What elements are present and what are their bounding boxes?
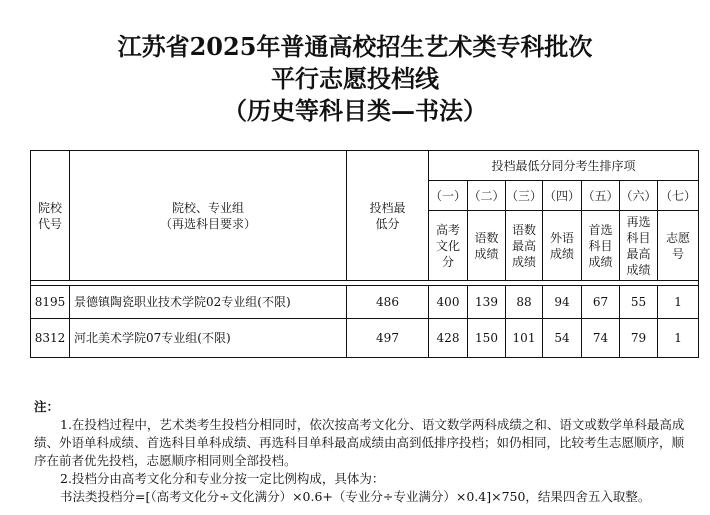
order-value: 428 — [429, 319, 468, 358]
order-value: 88 — [506, 286, 543, 319]
notes-heading: 注： — [34, 399, 60, 414]
order-label: （六） — [620, 181, 658, 211]
order-value: 1 — [658, 286, 699, 319]
order-value: 79 — [620, 319, 658, 358]
order-label: （四） — [543, 181, 582, 211]
order-value: 67 — [582, 286, 620, 319]
order-value: 1 — [658, 319, 699, 358]
page-title: 江苏省2025年普通高校招生艺术类专科批次 — [117, 32, 593, 61]
min-score: 497 — [347, 319, 429, 358]
table-row — [31, 319, 699, 358]
order-item: 语数最高成绩 — [506, 211, 543, 281]
order-label: （五） — [582, 181, 620, 211]
notes — [34, 398, 694, 506]
order-value: 139 — [468, 286, 506, 319]
school-code: 8195 — [31, 286, 70, 319]
order-item: 高考文化分 — [429, 211, 468, 281]
order-item: 首选科目成绩 — [582, 211, 620, 281]
school-code: 8312 — [31, 319, 70, 358]
order-value: 55 — [620, 286, 658, 319]
school-group: 景德镇陶瓷职业技术学院02专业组(不限) — [70, 286, 347, 319]
page-category: （历史等科目类—书法） — [223, 96, 487, 125]
admission-table — [30, 150, 699, 358]
header-code: 院校代号 — [31, 151, 70, 281]
order-label: （二） — [468, 181, 506, 211]
order-value: 94 — [543, 286, 582, 319]
note-1: 1.在投档过程中，艺术类考生投档分相同时，依次按高考文化分、语文数学两科成绩之和、语文或数学单科最高成绩、外语单科成绩、首选科目单科成绩、再选科目单科最高成绩由高到低排序投档；如仍相同，比较考生志愿顺序，顺序在前者优先投档，志愿顺序相同则全部投档。 — [34, 417, 685, 468]
order-label: （七） — [658, 181, 699, 211]
order-label: （三） — [506, 181, 543, 211]
note-3: 书法类投档分=[（高考文化分÷文化满分）×0.6+（专业分÷专业满分）×0.4]×750，结果四舍五入取整。 — [60, 489, 651, 504]
note-2: 2.投档分由高考文化分和专业分按一定比例构成，具体为： — [60, 471, 385, 486]
order-value: 74 — [582, 319, 620, 358]
order-item: 语数成绩 — [468, 211, 506, 281]
order-item: 外语成绩 — [543, 211, 582, 281]
order-value: 150 — [468, 319, 506, 358]
order-item: 再选科目最高成绩 — [620, 211, 658, 281]
order-label: （一） — [429, 181, 468, 211]
order-value: 54 — [543, 319, 582, 358]
school-group: 河北美术学院07专业组(不限) — [70, 319, 347, 358]
header-group: 投档最低分同分考生排序项 — [429, 151, 699, 181]
order-value: 400 — [429, 286, 468, 319]
header-name: 院校、专业组 （再选科目要求） — [70, 151, 347, 281]
order-value: 101 — [506, 319, 543, 358]
table-row — [31, 286, 699, 319]
min-score: 486 — [347, 286, 429, 319]
order-item: 志愿号 — [658, 211, 699, 281]
page-subtitle: 平行志愿投档线 — [271, 64, 439, 93]
header-score: 投档最低分 — [347, 151, 429, 281]
